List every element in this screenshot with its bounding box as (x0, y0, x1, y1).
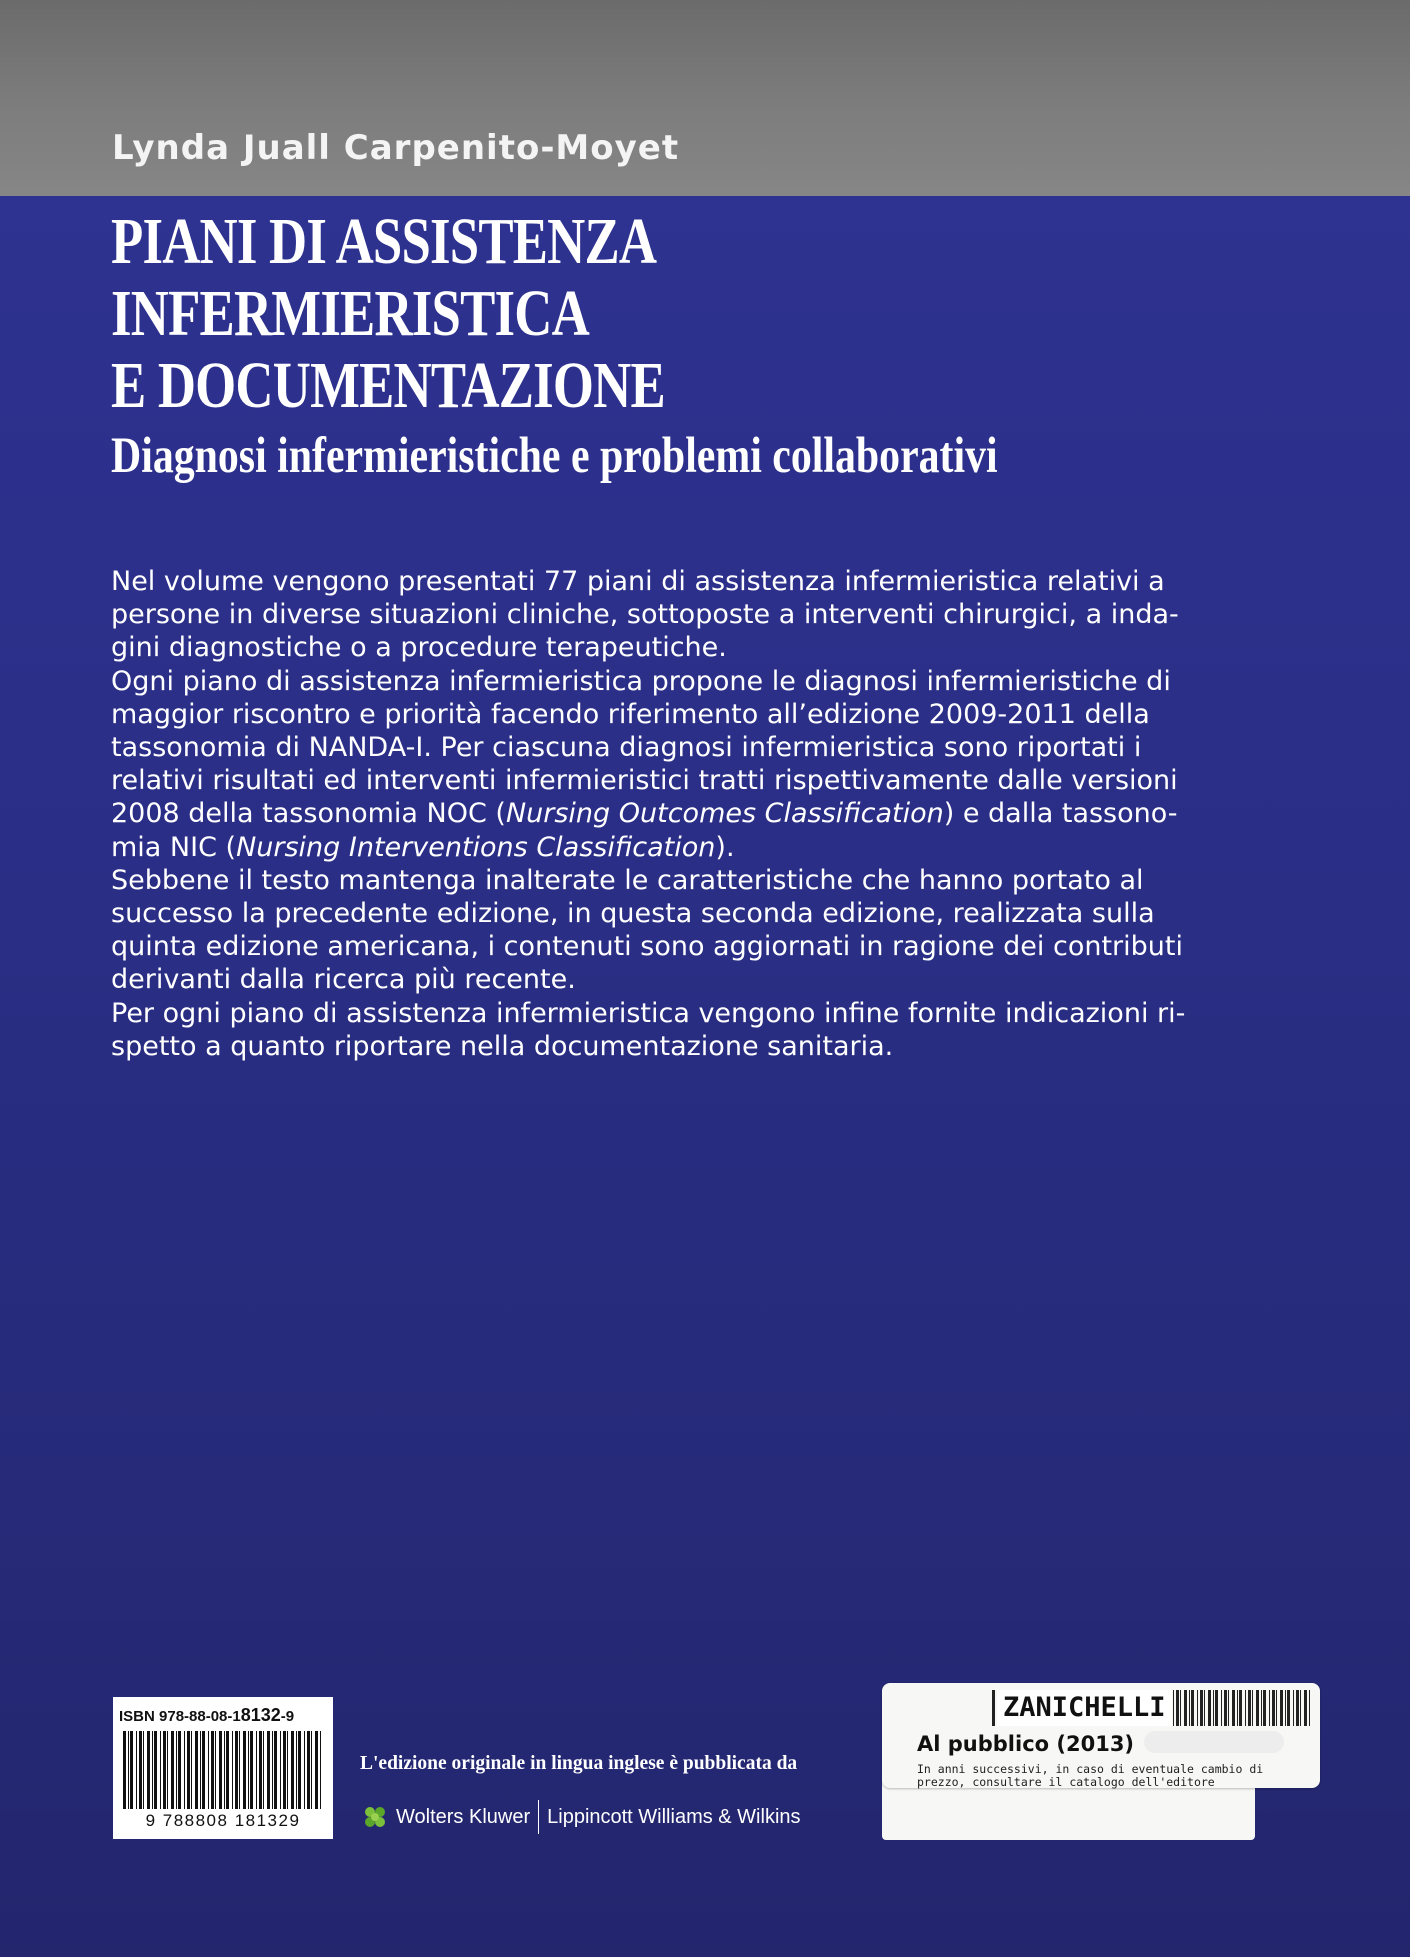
description-line: relativi risultati ed interventi infermieristici tratti rispettivamente dalle versioni (111, 765, 1178, 797)
description-line: Per ogni piano di assistenza infermieristica vengono infine fornite indicazioni ri- (111, 997, 1186, 1029)
title-block (111, 206, 1311, 486)
description-line: Nel volume vengono presentati 77 piani di assistenza infermieristica relativi a (111, 566, 1165, 597)
description-line: tassonomia di NANDA-I. Per ciascuna diagnosi infermieristica sono riportati i (111, 732, 1142, 764)
description-text-run: mia NIC ( (111, 831, 237, 863)
description-line: quinta edizione americana, i contenuti sono aggiornati in ragione dei contributi (111, 931, 1183, 963)
title-line: PIANI DI ASSISTENZA (111, 205, 657, 278)
zanichelli-label: ZANICHELLI (997, 1690, 1172, 1726)
price-ghost-mark (1144, 1731, 1284, 1753)
publisher-line (362, 1800, 801, 1834)
description-text (111, 565, 1241, 1063)
nic-italic-title: Nursing Interventions Classification (236, 831, 716, 863)
publisher-separator (538, 1800, 539, 1834)
description-line: persone in diverse situazioni cliniche, sottoposte a interventi chirurgici, a inda- (111, 599, 1179, 631)
barcode-digits: 9 788808 181329 (145, 1811, 301, 1830)
title-line: INFERMIERISTICA (111, 277, 589, 350)
price-note-line: In anni successivi, in caso di eventuale cambio di (917, 1762, 1264, 1776)
description-line: spetto a quanto riportare nella documentazione sanitaria. (111, 1030, 894, 1062)
publisher-imprint: Lippincott Williams & Wilkins (547, 1805, 801, 1828)
subtitle: Diagnosi infermieristiche e problemi collaborativi (111, 428, 998, 484)
price-note (917, 1762, 1264, 1789)
isbn-barcode-box (113, 1697, 333, 1839)
price-label: Al pubblico (2013) (917, 1732, 1135, 1756)
description-line: Sebbene il testo mantenga inalterate le caratteristiche che hanno portato al (111, 864, 1144, 896)
description-line: gini diagnostiche o a procedure terapeutiche. (111, 632, 727, 664)
description-text-run: ) e dalla tassono- (943, 798, 1178, 830)
noc-italic-title: Nursing Outcomes Classification (505, 798, 944, 830)
publisher-brand: Wolters Kluwer (396, 1805, 531, 1828)
description-line: Ogni piano di assistenza infermieristica propone le diagnosi infermieristiche di (111, 665, 1171, 697)
description-line: derivanti dalla ricerca più recente. (111, 964, 576, 996)
isbn-number (119, 1705, 294, 1726)
description-line: maggior riscontro e priorità facendo riferimento all’edizione 2009-2011 della (111, 698, 1150, 730)
price-note-line: prezzo, consultare il catalogo dell'editore (917, 1775, 1215, 1789)
edition-note: L'edizione originale in lingua inglese è pubblicata da (360, 1753, 798, 1774)
author-name: Lynda Juall Carpenito-Moyet (112, 128, 680, 168)
description-text-run: ). (715, 831, 735, 863)
description-line (111, 797, 1241, 830)
isbn-prefix: ISBN 978-88-08-1 (119, 1708, 241, 1725)
description-text-run: 2008 della tassonomia NOC ( (111, 798, 506, 830)
barcode-icon (123, 1731, 323, 1809)
wolters-kluwer-logo-icon (362, 1804, 388, 1830)
description-line: successo la precedente edizione, in questa seconda edizione, realizzata sulla (111, 898, 1155, 930)
title-line: E DOCUMENTAZIONE (111, 349, 665, 422)
isbn-suffix: -9 (280, 1708, 295, 1725)
isbn-emphasis: 8132 (240, 1705, 281, 1725)
description-line (111, 831, 1241, 864)
price-sticker (882, 1683, 1320, 1788)
price-sticker-lower (882, 1780, 1255, 1840)
